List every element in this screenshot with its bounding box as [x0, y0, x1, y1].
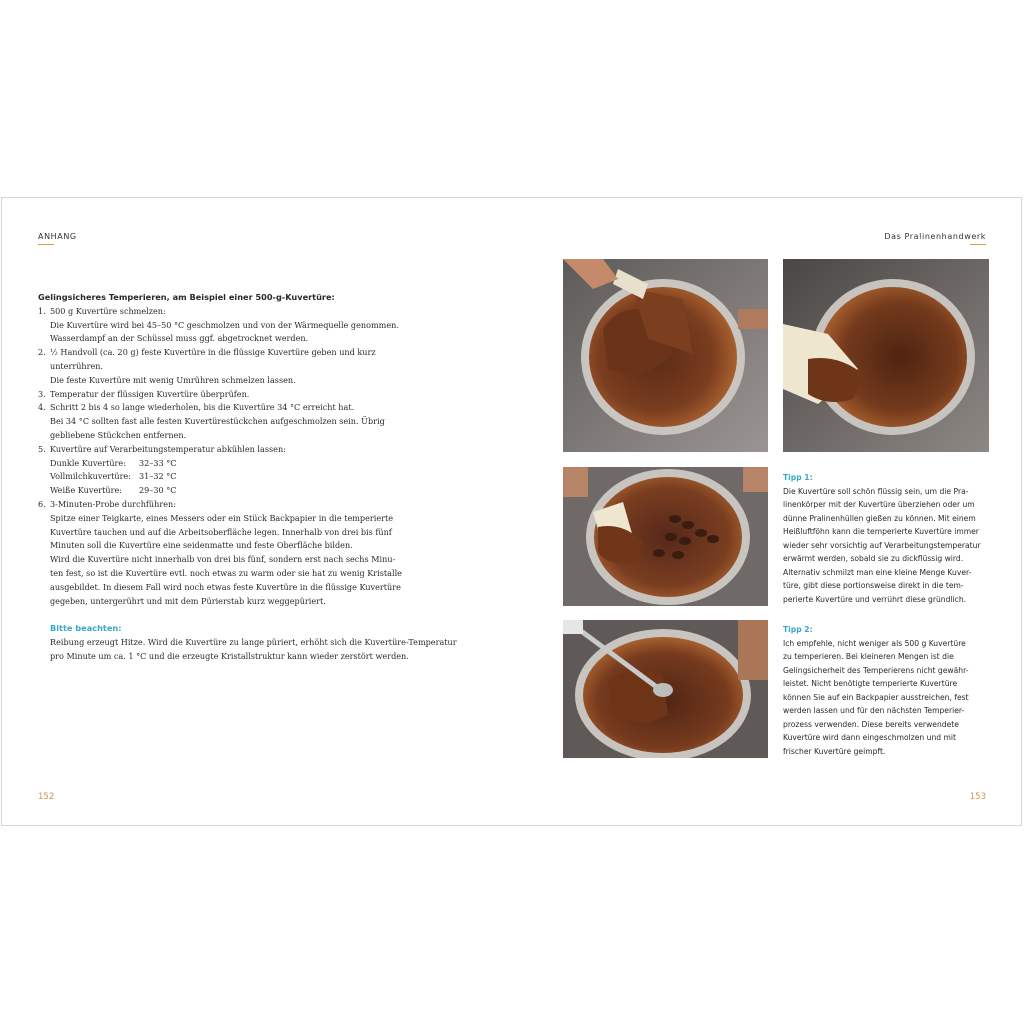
- photo-chocolate-callets: [563, 467, 768, 606]
- step-line: Kuvertüre auf Verarbeitungstemperatur abkühlen lassen:: [50, 443, 286, 454]
- photo-immersion-blender: [563, 620, 768, 758]
- tip-line: Kuvertüre wird dann eingeschmolzen und mit: [783, 733, 957, 742]
- tip-line: perierte Kuvertüre und verrührt diese gründlich.: [783, 594, 967, 604]
- step-6: [38, 498, 458, 608]
- step-line: gebliebene Stückchen entfernen.: [50, 429, 187, 440]
- tip-2: [783, 623, 989, 758]
- step-line: Schritt 2 bis 4 so lange wiederholen, bis die Kuvertüre 34 °C erreicht hat.: [50, 402, 355, 413]
- page-number-right: 153: [969, 792, 986, 802]
- step-line: Bei 34 °C sollten fast alle festen Kuvertürestückchen aufgeschmolzen sein. Übrig: [50, 416, 385, 427]
- tip-line: Ich empfehle, nicht weniger als 500 g Kuvertüre: [783, 638, 966, 648]
- tip-line: wieder sehr vorsichtig auf Verarbeitungstemperatur: [783, 540, 981, 550]
- step-line: Kuvertüre tauchen und auf die Arbeitsoberfläche legen. Innerhalb von drei bis fünf: [50, 526, 392, 537]
- tips-column: [783, 471, 989, 756]
- tip-line: zu temperieren. Bei kleineren Mengen ist die: [783, 652, 954, 661]
- step-number: 1.: [38, 305, 46, 316]
- step-line: Temperatur der flüssigen Kuvertüre überprüfen.: [50, 388, 250, 399]
- page-number-left: 152: [38, 792, 55, 802]
- note-title: Bitte beachten:: [50, 623, 122, 634]
- step-number: 4.: [38, 402, 46, 413]
- step-4: [38, 401, 458, 442]
- tip-body: [783, 485, 989, 607]
- step-line: ten fest, so ist die Kuvertüre evtl. noch etwas zu warm oder sie hat zu wenig Kristalle: [50, 567, 402, 578]
- tip-line: erwärmt werden, sobald sie zu dickflüssig wird.: [783, 554, 964, 563]
- temperature-value: 29–30 °C: [139, 485, 177, 496]
- note-line: Reibung erzeugt Hitze. Wird die Kuvertüre zu lange püriert, erhöht sich die Kuvertüre-Temperatur: [50, 637, 457, 648]
- photo-chocolate-spatula-2: [783, 259, 989, 452]
- step-2: [38, 346, 458, 387]
- step-line: Wird die Kuvertüre nicht innerhalb von drei bis fünf, sondern erst nach sechs Minu-: [50, 554, 396, 565]
- header-rule-left: [38, 244, 54, 245]
- tip-line: frischer Kuvertüre geimpft.: [783, 746, 886, 756]
- step-line: 500 g Kuvertüre schmelzen:: [50, 305, 166, 316]
- tip-1: [783, 471, 989, 606]
- tip-line: leistet. Nicht benötigte temperierte Kuvertüre: [783, 679, 958, 688]
- step-number: 2.: [38, 347, 46, 358]
- temperature-table: [50, 457, 458, 498]
- step-number: 6.: [38, 498, 46, 509]
- step-5: [38, 443, 458, 498]
- step-line: Die feste Kuvertüre mit wenig Umrühren schmelzen lassen.: [50, 374, 296, 385]
- tip-line: Gelingsicherheit des Temperierens nicht gewähr-: [783, 665, 969, 675]
- step-line: unterrühren.: [50, 360, 104, 371]
- step-number: 3.: [38, 388, 46, 399]
- photo-chocolate-spatula-1: [563, 259, 768, 452]
- steps-list: [38, 305, 458, 609]
- step-line: ½ Handvoll (ca. 20 g) feste Kuvertüre in die flüssige Kuvertüre geben und kurz: [50, 347, 376, 358]
- tip-line: dünne Pralinenhüllen gießen zu können. Mit einem: [783, 513, 976, 523]
- chocolate-type: Vollmilchkuvertüre:: [50, 471, 131, 482]
- running-head-left: ANHANG: [38, 232, 77, 241]
- temperature-row: [50, 470, 458, 484]
- step-3: [38, 388, 458, 402]
- temperature-value: 31–32 °C: [139, 471, 177, 482]
- step-line: gegeben, untergerührt und mit dem Pürierstab kurz weggepüriert.: [50, 595, 326, 606]
- chocolate-type: Dunkle Kuvertüre:: [50, 457, 126, 468]
- tip-line: linenkörper mit der Kuvertüre überziehen oder um: [783, 500, 975, 509]
- tip-line: können Sie auf ein Backpapier ausstreichen, fest: [783, 692, 969, 702]
- tip-body: [783, 637, 989, 759]
- header-rule-right: [970, 244, 986, 245]
- tempering-instructions: [38, 291, 458, 664]
- chocolate-type: Weiße Kuvertüre:: [50, 485, 122, 496]
- tip-line: Die Kuvertüre soll schön flüssig sein, um die Pra-: [783, 486, 969, 496]
- note-body: [38, 636, 458, 664]
- step-line: Spitze einer Teigkarte, eines Messers oder ein Stück Backpapier in die temperierte: [50, 512, 394, 523]
- book-spread: [1, 197, 1022, 826]
- tip-title: Tipp 1:: [783, 473, 813, 482]
- step-line: Minuten soll die Kuvertüre eine seidenmatte und feste Oberfläche bilden.: [50, 540, 353, 551]
- step-line: Die Kuvertüre wird bei 45–50 °C geschmolzen und von der Wärmequelle genommen.: [50, 319, 399, 330]
- step-line: ausgebildet. In diesem Fall wird noch etwas feste Kuvertüre in die flüssige Kuvertüre: [50, 581, 401, 592]
- temperature-value: 32–33 °C: [139, 457, 177, 468]
- step-line: Wasserdampf an der Schüssel muss ggf. abgetrocknet werden.: [50, 333, 309, 344]
- step-line: 3-Minuten-Probe durchführen:: [50, 498, 176, 509]
- tip-line: werden lassen und für den nächsten Temperier-: [783, 706, 965, 715]
- tip-line: prozess verwenden. Diese bereits verwendete: [783, 719, 959, 729]
- tip-line: Heißluftföhn kann die temperierte Kuvertüre immer: [783, 527, 979, 536]
- tip-line: türe, gibt diese portionsweise direkt in die tem-: [783, 581, 964, 590]
- note-line: pro Minute um ca. 1 °C und die erzeugte Kristallstruktur kann wieder zerstört werden.: [50, 650, 409, 661]
- step-number: 5.: [38, 443, 46, 454]
- section-heading: Gelingsicheres Temperieren, am Beispiel einer 500-g-Kuvertüre:: [38, 292, 335, 302]
- tip-line: Alternativ schmilzt man eine kleine Menge Kuver-: [783, 567, 972, 577]
- step-1: [38, 305, 458, 346]
- running-head-right: Das Pralinenhandwerk: [884, 232, 986, 241]
- tip-title: Tipp 2:: [783, 625, 813, 634]
- temperature-row: [50, 457, 458, 471]
- temperature-row: [50, 484, 458, 498]
